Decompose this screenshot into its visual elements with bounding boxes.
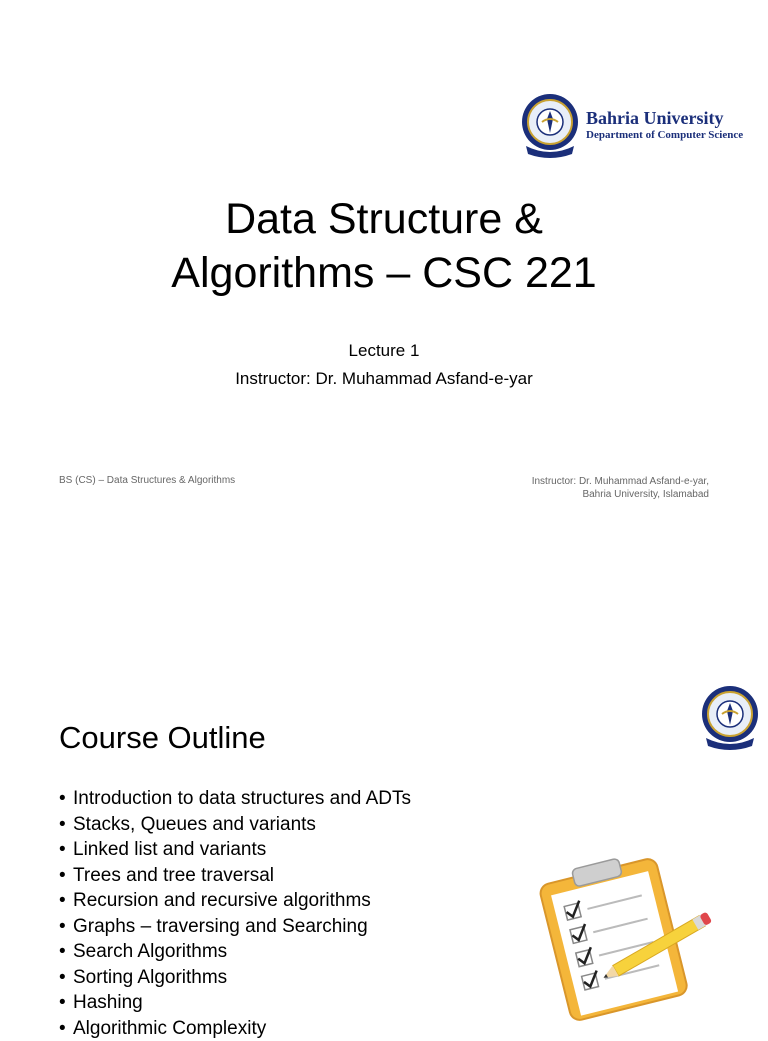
slide-title [0,192,768,300]
footer-instructor-line-1: Instructor: Dr. Muhammad Asfand-e-yar, [532,475,709,488]
title-line-2: Algorithms – CSC 221 [0,246,768,300]
logo-university-name: Bahria University [586,108,743,128]
title-line-1: Data Structure & [0,192,768,246]
logo-department: Department of Computer Science [586,128,743,142]
university-logo [520,92,743,158]
list-item: • Linked list and variants [59,837,411,863]
checklist-clipboard-icon [538,854,718,996]
list-item: • Graphs – traversing and Searching [59,914,411,940]
instructor-name: Instructor: Dr. Muhammad Asfand-e-yar [0,365,768,393]
outline-list [59,786,411,1041]
slide-subtitle [0,337,768,393]
footer-instructor [532,475,709,501]
list-item: • Recursion and recursive algorithms [59,888,411,914]
course-outline-slide [0,640,768,1024]
list-item: • Hashing [59,990,411,1016]
list-item: • Introduction to data structures and ADTs [59,786,411,812]
list-item: • Algorithmic Complexity [59,1016,411,1041]
university-seal-icon [700,684,760,750]
outline-title: Course Outline [59,718,266,758]
list-item: • Stacks, Queues and variants [59,812,411,838]
university-seal-icon [520,92,580,158]
footer-course: BS (CS) – Data Structures & Algorithms [59,475,235,486]
lecture-number: Lecture 1 [0,337,768,365]
footer-instructor-line-2: Bahria University, Islamabad [532,488,709,501]
list-item: • Search Algorithms [59,939,411,965]
list-item: • Sorting Algorithms [59,965,411,991]
list-item: • Trees and tree traversal [59,863,411,889]
